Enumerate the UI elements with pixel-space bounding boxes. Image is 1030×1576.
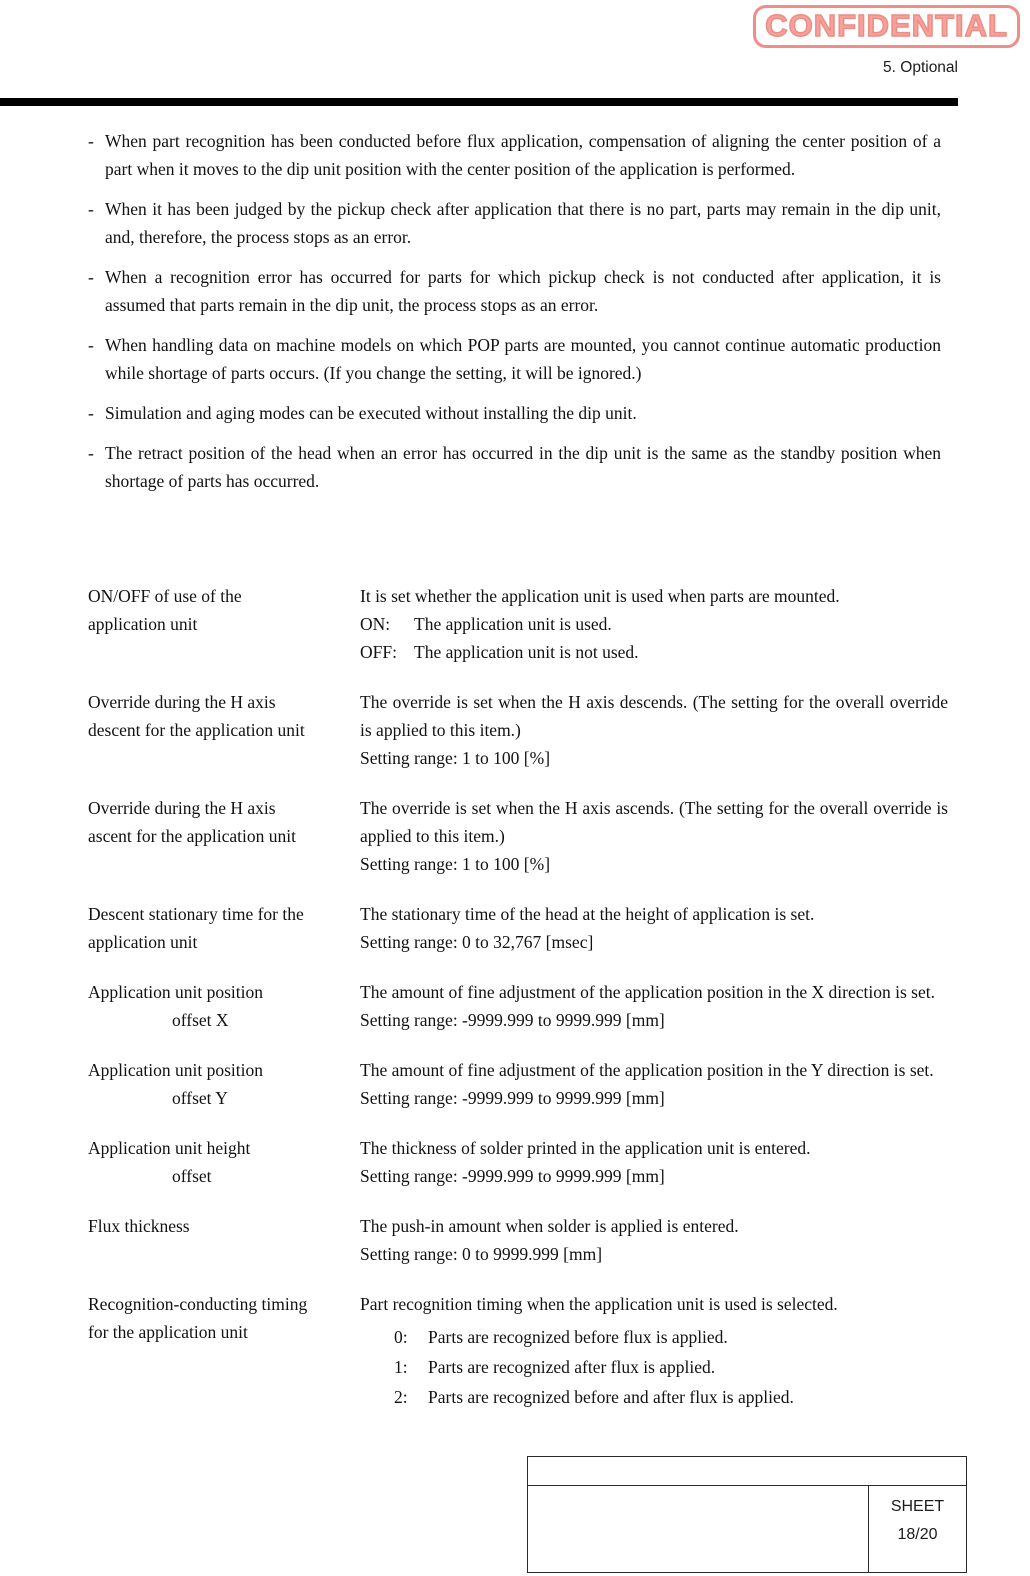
- option-key: 0:: [394, 1327, 408, 1347]
- setting-description: [360, 1290, 948, 1411]
- setting-label-line1: Recognition-conducting timing: [88, 1294, 308, 1314]
- setting-desc-text: The push-in amount when solder is applied is entered.: [360, 1216, 739, 1236]
- setting-desc-text: The thickness of solder printed in the application unit is entered.: [360, 1138, 811, 1158]
- setting-label-line2: application unit: [88, 614, 198, 634]
- settings-list: [88, 582, 948, 1433]
- bullet-dash: -: [88, 335, 94, 355]
- setting-description: [360, 688, 948, 772]
- option-text: Parts are recognized before and after flux is applied.: [428, 1387, 794, 1407]
- setting-row: [88, 1290, 948, 1411]
- setting-description: [360, 794, 948, 878]
- setting-label-line1: Flux thickness: [88, 1216, 190, 1236]
- setting-label-line2: for the application unit: [88, 1322, 248, 1342]
- sheet-table-top-row: [528, 1457, 966, 1486]
- sheet-info-table: [527, 1456, 967, 1573]
- setting-range: Setting range: 1 to 100 [%]: [360, 748, 551, 768]
- sheet-label: SHEET: [890, 1498, 945, 1515]
- bullet-text: When handling data on machine models on which POP parts are mounted, you cannot continue automatic production while shortage of parts occurs. (If you change the setting, it will be ignored.): [105, 335, 941, 383]
- bullet-item: [88, 195, 941, 251]
- bullet-item: [88, 263, 941, 319]
- setting-options: [360, 1323, 948, 1411]
- header-rule: [0, 98, 958, 106]
- setting-row: [88, 688, 948, 772]
- setting-label-line2: descent for the application unit: [88, 720, 305, 740]
- setting-desc-text: The amount of fine adjustment of the application position in the Y direction is set.: [360, 1060, 934, 1080]
- setting-label: [88, 1134, 360, 1190]
- setting-label: [88, 978, 360, 1034]
- setting-label-line1: Descent stationary time for the: [88, 904, 304, 924]
- setting-desc-text: Part recognition timing when the application unit is used is selected.: [360, 1294, 838, 1314]
- setting-desc-text: The override is set when the H axis ascends. (The setting for the overall override is applied to this item.): [360, 798, 948, 846]
- bullet-text: When it has been judged by the pickup check after application that there is no part, parts may remain in the dip unit, and, therefore, the process stops as an error.: [105, 199, 941, 247]
- setting-option: [360, 1323, 948, 1351]
- option-key: OFF:: [360, 642, 397, 662]
- setting-desc-text: The stationary time of the head at the height of application is set.: [360, 904, 815, 924]
- setting-row: [88, 900, 948, 956]
- setting-label-line1: Application unit height: [88, 1138, 251, 1158]
- setting-label: [88, 582, 360, 666]
- bullet-dash: -: [88, 199, 94, 219]
- setting-label-line1: ON/OFF of use of the: [88, 586, 242, 606]
- setting-row: [88, 794, 948, 878]
- bullet-text: The retract position of the head when an error has occurred in the dip unit is the same as the standby position when shortage of parts has occurred.: [105, 443, 941, 491]
- setting-label-line2: offset X: [172, 1010, 229, 1030]
- setting-row: [88, 1212, 948, 1268]
- setting-label-line2: ascent for the application unit: [88, 826, 296, 846]
- setting-range: Setting range: -9999.999 to 9999.999 [mm]: [360, 1010, 665, 1030]
- sheet-number: 18/20: [897, 1526, 938, 1543]
- setting-label: [88, 1290, 360, 1411]
- section-header: 5. Optional: [883, 59, 958, 76]
- option-text: The application unit is used.: [414, 614, 612, 634]
- bullet-dash: -: [88, 443, 94, 463]
- setting-option: [360, 1353, 948, 1381]
- setting-label: [88, 1056, 360, 1112]
- setting-label: [88, 794, 360, 878]
- option-text: Parts are recognized before flux is applied.: [428, 1327, 728, 1347]
- confidential-stamp: CONFIDENTIAL: [753, 5, 1020, 48]
- setting-desc-text: It is set whether the application unit is used when parts are mounted.: [360, 586, 840, 606]
- setting-description: [360, 1056, 948, 1112]
- setting-label: [88, 1212, 360, 1268]
- setting-range: Setting range: -9999.999 to 9999.999 [mm]: [360, 1166, 665, 1186]
- option-text: Parts are recognized after flux is applied.: [428, 1357, 716, 1377]
- sheet-table-bottom-row: [528, 1486, 966, 1572]
- setting-label-line1: Override during the H axis: [88, 692, 276, 712]
- bullet-text: When part recognition has been conducted before flux application, compensation of aligning the center position of a part when it moves to the dip unit position with the center position of the application is performed.: [105, 131, 941, 179]
- setting-option: [360, 638, 948, 666]
- setting-label-line2: offset Y: [172, 1088, 228, 1108]
- setting-description: [360, 582, 948, 666]
- setting-desc-text: The override is set when the H axis descends. (The setting for the overall override is applied to this item.): [360, 692, 948, 740]
- setting-label-line2: offset: [172, 1166, 212, 1186]
- setting-row: [88, 1134, 948, 1190]
- bullet-dash: -: [88, 267, 94, 287]
- setting-description: [360, 1134, 948, 1190]
- bullet-list: [88, 127, 941, 507]
- setting-row: [88, 582, 948, 666]
- setting-label-line1: Application unit position: [88, 1060, 263, 1080]
- setting-range: Setting range: 0 to 32,767 [msec]: [360, 932, 594, 952]
- setting-range: Setting range: 0 to 9999.999 [mm]: [360, 1244, 603, 1264]
- option-key: 1:: [394, 1357, 408, 1377]
- sheet-number-cell: [868, 1486, 966, 1572]
- setting-option: [360, 610, 948, 638]
- setting-label-line1: Application unit position: [88, 982, 263, 1002]
- setting-label-line1: Override during the H axis: [88, 798, 276, 818]
- setting-label-line2: application unit: [88, 932, 198, 952]
- setting-row: [88, 1056, 948, 1112]
- setting-description: [360, 900, 948, 956]
- bullet-item: [88, 331, 941, 387]
- setting-row: [88, 978, 948, 1034]
- setting-range: Setting range: -9999.999 to 9999.999 [mm]: [360, 1088, 665, 1108]
- bullet-text: When a recognition error has occurred for parts for which pickup check is not conducted after application, it is assumed that parts remain in the dip unit, the process stops as an error.: [105, 267, 941, 315]
- option-text: The application unit is not used.: [414, 642, 639, 662]
- setting-option: [360, 1383, 948, 1411]
- setting-label: [88, 900, 360, 956]
- bullet-dash: -: [88, 403, 94, 423]
- setting-range: Setting range: 1 to 100 [%]: [360, 854, 551, 874]
- bullet-item: [88, 399, 941, 427]
- bullet-item: [88, 127, 941, 183]
- bullet-dash: -: [88, 131, 94, 151]
- option-key: ON:: [360, 614, 391, 634]
- setting-options: [360, 610, 948, 666]
- setting-description: [360, 978, 948, 1034]
- setting-desc-text: The amount of fine adjustment of the application position in the X direction is set.: [360, 982, 935, 1002]
- sheet-table-empty-cell: [528, 1486, 868, 1572]
- setting-description: [360, 1212, 948, 1268]
- setting-label: [88, 688, 360, 772]
- bullet-item: [88, 439, 941, 495]
- bullet-text: Simulation and aging modes can be executed without installing the dip unit.: [105, 403, 637, 423]
- option-key: 2:: [394, 1387, 408, 1407]
